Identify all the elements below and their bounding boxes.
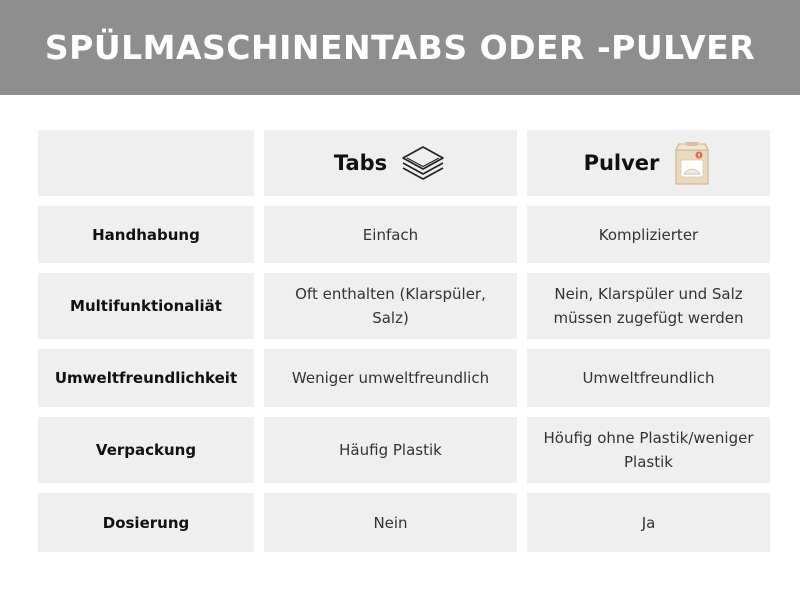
- header-banner: [0, 0, 800, 95]
- pulver-value-verpackung: Höufig ohne Plastik/weniger Plastik: [527, 417, 770, 483]
- row-label-umweltfreundlichkeit: Umweltfreundlichkeit: [38, 349, 254, 407]
- powder-bag-icon: [671, 138, 713, 188]
- tabs-value-verpackung: Häufig Plastik: [264, 417, 517, 483]
- column-header-pulver: [527, 130, 770, 196]
- pulver-value-dosierung: Ja: [527, 493, 770, 552]
- row-label-verpackung: Verpackung: [38, 417, 254, 483]
- tabs-value-multifunktionalitaet: Oft enthalten (Klarspüler, Salz): [264, 273, 517, 339]
- pulver-value-multifunktionalitaet: Nein, Klarspüler und Salz müssen zugefügt werden: [527, 273, 770, 339]
- column-label-tabs: Tabs: [333, 151, 388, 175]
- tabs-value-dosierung: Nein: [264, 493, 517, 552]
- row-label-dosierung: Dosierung: [38, 493, 254, 552]
- row-label-handhabung: Handhabung: [38, 206, 254, 263]
- column-header-tabs: [264, 130, 517, 196]
- stacked-tabs-icon: [399, 142, 447, 184]
- tabs-value-handhabung: Einfach: [264, 206, 517, 263]
- page-title: SPÜLMASCHINENTABS ODER -PULVER: [44, 28, 756, 67]
- pulver-value-handhabung: Komplizierter: [527, 206, 770, 263]
- row-label-multifunktionalitaet: Multifunktionaliät: [38, 273, 254, 339]
- tabs-value-umweltfreundlichkeit: Weniger umweltfreundlich: [264, 349, 517, 407]
- pulver-value-umweltfreundlichkeit: Umweltfreundlich: [527, 349, 770, 407]
- corner-cell: [38, 130, 254, 196]
- column-label-pulver: Pulver: [583, 151, 660, 175]
